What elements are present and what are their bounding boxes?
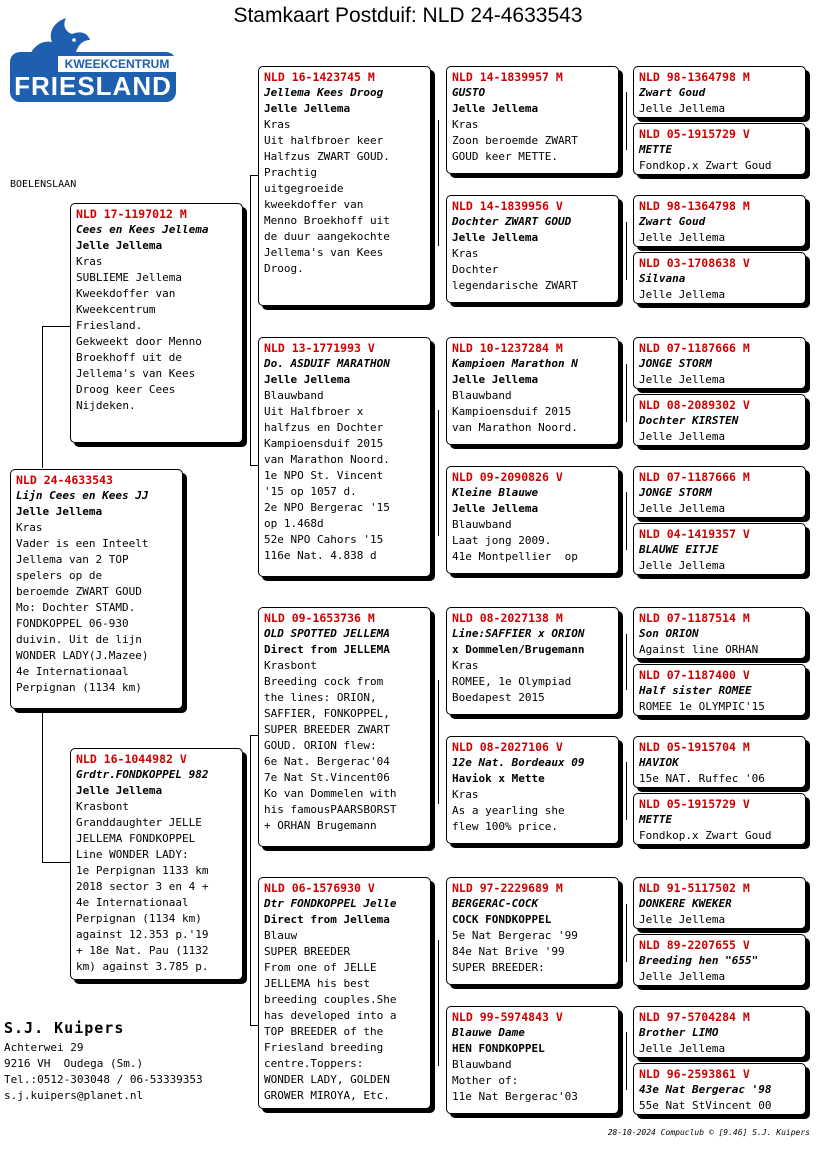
info-line: Perpignan (1134 km) bbox=[16, 681, 142, 694]
info-line: Jelle Jellema bbox=[639, 373, 726, 386]
pigeon-card-g14[interactable] bbox=[633, 934, 806, 986]
info-line: JELLEMA his best bbox=[264, 977, 370, 990]
info-line: 5e Nat Bergerac '99 bbox=[452, 929, 578, 942]
info-line: Kras bbox=[452, 788, 479, 801]
info-line: Kweekdoffer van bbox=[76, 287, 176, 300]
info-line: Jellema van 2 TOP bbox=[16, 553, 129, 566]
pigeon-name: Son ORION bbox=[639, 627, 699, 640]
pigeon-card-g11[interactable] bbox=[633, 736, 806, 788]
info-line: 2018 sector 3 en 4 + bbox=[76, 880, 209, 893]
info-line: halfzus en Dochter bbox=[264, 421, 384, 434]
info-line: centre.Toppers: bbox=[264, 1057, 364, 1070]
info-line: SUPER BREEDER: bbox=[452, 961, 545, 974]
info-line: Blauwband bbox=[452, 1058, 512, 1071]
owner-email[interactable]: s.j.kuipers@planet.nl bbox=[4, 1089, 144, 1102]
info-line: 4e Internationaal bbox=[76, 896, 189, 909]
pigeon-card-g1[interactable] bbox=[633, 66, 806, 118]
info-line: Halfzus ZWART GOUD. bbox=[264, 150, 390, 163]
breeder: x Dommelen/Brugemann bbox=[452, 643, 585, 656]
pigeon-card-ffm[interactable] bbox=[446, 195, 619, 303]
breeder: Jelle Jellema bbox=[264, 373, 351, 386]
pigeon-card-fm[interactable] bbox=[258, 337, 431, 577]
info-line: spelers op de bbox=[16, 569, 103, 582]
info-line: van Marathon Noord. bbox=[452, 421, 578, 434]
info-line: As a yearling she bbox=[452, 804, 565, 817]
pigeon-name: Jellema Kees Droog bbox=[264, 86, 384, 99]
breeder: Jelle Jellema bbox=[452, 502, 539, 515]
ring-number: NLD 96-2593861 V bbox=[639, 1067, 750, 1081]
ring-number: NLD 17-1197012 M bbox=[76, 207, 187, 221]
breeder: COCK FONDKOPPEL bbox=[452, 913, 552, 926]
breeder: Jelle Jellema bbox=[76, 784, 163, 797]
info-line: Jelle Jellema bbox=[639, 970, 726, 983]
connector-line bbox=[42, 326, 70, 327]
info-line: Zoon beroemde ZWART bbox=[452, 134, 578, 147]
ring-number: NLD 08-2027106 V bbox=[452, 740, 563, 754]
info-line: Blauw bbox=[264, 929, 298, 942]
connector-line bbox=[250, 1025, 258, 1026]
info-line: 55e Nat StVincent 00 bbox=[639, 1099, 772, 1112]
info-line: Fondkop.x Zwart Goud bbox=[639, 159, 772, 172]
info-line: Jelle Jellema bbox=[639, 102, 726, 115]
info-line: Granddaughter JELLE bbox=[76, 816, 202, 829]
connector-line bbox=[626, 634, 627, 690]
info-line: has developed into a bbox=[264, 1009, 397, 1022]
info-line: breeding couples.She bbox=[264, 993, 397, 1006]
info-line: Jelle Jellema bbox=[639, 231, 726, 244]
info-line: Jelle Jellema bbox=[639, 559, 726, 572]
info-line: Friesland breeding bbox=[264, 1041, 384, 1054]
info-line: WONDER LADY(J.Mazee) bbox=[16, 649, 149, 662]
info-line: legendarische ZWART bbox=[452, 279, 578, 292]
pigeon-card-mfm[interactable] bbox=[446, 736, 619, 844]
pigeon-card-g5[interactable] bbox=[633, 337, 806, 389]
breeder: Jelle Jellema bbox=[452, 102, 539, 115]
info-line: 41e Montpellier op bbox=[452, 550, 578, 563]
ring-number: NLD 98-1364798 M bbox=[639, 199, 750, 213]
info-line: km) against 3.785 p. bbox=[76, 960, 209, 973]
pigeon-name: Zwart Goud bbox=[639, 215, 706, 228]
info-line: 7e Nat St.Vincent06 bbox=[264, 771, 390, 784]
breeder: HEN FONDKOPPEL bbox=[452, 1042, 545, 1055]
info-line: Mother of: bbox=[452, 1074, 519, 1087]
ring-number: NLD 97-2229689 M bbox=[452, 881, 563, 895]
pigeon-name: Line:SAFFIER x ORION bbox=[452, 627, 585, 640]
pigeon-name: Breeding hen "655" bbox=[639, 954, 759, 967]
info-line: Breeding cock from bbox=[264, 675, 384, 688]
breeder: Direct from Jellema bbox=[264, 913, 390, 926]
pigeon-name: HAVIOK bbox=[639, 756, 679, 769]
pigeon-card-g2[interactable] bbox=[633, 123, 806, 175]
ring-number: NLD 04-1419357 V bbox=[639, 527, 750, 541]
logo-text-friesland: FRIESLAND bbox=[14, 71, 172, 101]
info-line: Ko van Dommelen with bbox=[264, 787, 397, 800]
info-line: Laat jong 2009. bbox=[452, 534, 552, 547]
info-line: Gekweekt door Menno bbox=[76, 335, 202, 348]
connector-line bbox=[438, 120, 439, 246]
info-line: Mo: Dochter STAMD. bbox=[16, 601, 136, 614]
info-line: Vader is een Inteelt bbox=[16, 537, 149, 550]
pigeon-name: Do. ASDUIF MARATHON bbox=[264, 357, 390, 370]
info-line: Jellema's van Kees bbox=[76, 367, 196, 380]
info-line: uitgegroeide bbox=[264, 182, 344, 195]
info-line: 6e Nat. Bergerac'04 bbox=[264, 755, 390, 768]
owner-name: S.J. Kuipers bbox=[4, 1019, 125, 1037]
ring-number: NLD 08-2027138 M bbox=[452, 611, 563, 625]
pigeon-name: OLD SPOTTED JELLEMA bbox=[264, 627, 390, 640]
pigeon-name: Brother LIMO bbox=[639, 1026, 719, 1039]
info-line: against 12.353 p.'19 bbox=[76, 928, 209, 941]
info-line: Droog. bbox=[264, 262, 304, 275]
left-label: BOELENSLAAN bbox=[10, 179, 77, 190]
info-line: Kras bbox=[452, 659, 479, 672]
info-line: + ORHAN Brugemann bbox=[264, 819, 377, 832]
page-title: Stamkaart Postduif: NLD 24-4633543 bbox=[233, 4, 583, 27]
footer-credit: 28-10-2024 Compuclub © [9.46] S.J. Kuipers bbox=[607, 1128, 810, 1137]
ring-number: NLD 07-1187666 M bbox=[639, 341, 750, 355]
info-line: Jelle Jellema bbox=[639, 913, 726, 926]
connector-line bbox=[626, 364, 627, 422]
info-line: JELLEMA FONDKOPPEL bbox=[76, 832, 196, 845]
info-line: Boedapest 2015 bbox=[452, 691, 545, 704]
ring-number: NLD 99-5974843 V bbox=[452, 1010, 563, 1024]
info-line: the lines: ORION, bbox=[264, 691, 377, 704]
ring-number: NLD 14-1839957 M bbox=[452, 70, 563, 84]
info-line: Kampioensduif 2015 bbox=[264, 437, 384, 450]
owner-info bbox=[4, 1016, 244, 1104]
info-line: Dochter bbox=[452, 263, 499, 276]
info-line: Kras bbox=[16, 521, 43, 534]
info-line: Uit Halfbroer x bbox=[264, 405, 364, 418]
ring-number: NLD 05-1915729 V bbox=[639, 797, 750, 811]
pigeon-name: METTE bbox=[639, 813, 673, 826]
connector-line bbox=[250, 465, 258, 466]
breeder: Jelle Jellema bbox=[16, 505, 103, 518]
ring-number: NLD 07-1187666 M bbox=[639, 470, 750, 484]
ring-number: NLD 16-1044982 V bbox=[76, 752, 187, 766]
pigeon-name: BERGERAC-COCK bbox=[452, 897, 539, 910]
connector-line bbox=[626, 492, 627, 550]
info-line: Line WONDER LADY: bbox=[76, 848, 189, 861]
pigeon-card-mother[interactable] bbox=[70, 748, 243, 980]
pigeon-card-g12[interactable] bbox=[633, 793, 806, 845]
pigeon-card-mf[interactable] bbox=[258, 607, 431, 847]
pigeon-card-mff[interactable] bbox=[446, 607, 619, 715]
info-line: GOUD keer METTE. bbox=[452, 150, 558, 163]
pigeon-card-g3[interactable] bbox=[633, 195, 806, 247]
pigeon-name: DONKERE KWEKER bbox=[639, 897, 732, 910]
info-line: Blauwband bbox=[264, 389, 324, 402]
connector-line bbox=[42, 862, 70, 863]
pigeon-card-mmm[interactable] bbox=[446, 1006, 619, 1114]
pigeon-name: GUSTO bbox=[452, 86, 486, 99]
info-line: Krasbont bbox=[76, 800, 129, 813]
ring-number: NLD 09-2090826 V bbox=[452, 470, 563, 484]
pigeon-name: 12e Nat. Bordeaux 09 bbox=[452, 756, 585, 769]
info-line: his famousPAARSBORST bbox=[264, 803, 397, 816]
connector-line bbox=[250, 735, 251, 1025]
ring-number: NLD 08-2089302 V bbox=[639, 398, 750, 412]
pigeon-card-fmm[interactable] bbox=[446, 466, 619, 574]
connector-line bbox=[42, 326, 43, 468]
breeder: Jelle Jellema bbox=[76, 239, 163, 252]
info-line: Uit halfbroer keer bbox=[264, 134, 384, 147]
info-line: Jelle Jellema bbox=[639, 1042, 726, 1055]
connector-line bbox=[438, 410, 439, 536]
info-line: + 18e Nat. Pau (1132 bbox=[76, 944, 209, 957]
pigeon-card-subject[interactable] bbox=[10, 469, 183, 709]
pigeon-card-father[interactable] bbox=[70, 203, 243, 443]
connector-line bbox=[438, 940, 439, 1066]
breeder: Direct from JELLEMA bbox=[264, 643, 390, 656]
connector-line bbox=[250, 175, 258, 176]
info-line: Jelle Jellema bbox=[639, 288, 726, 301]
info-line: SAFFIER, FONKOPPEL, bbox=[264, 707, 390, 720]
info-line: GROWER MIROYA, Etc. bbox=[264, 1089, 390, 1102]
pigeon-name: METTE bbox=[639, 143, 673, 156]
info-line: TOP BREEDER of the bbox=[264, 1025, 384, 1038]
pigeon-name: Dtr FONDKOPPEL Jelle bbox=[264, 897, 397, 910]
info-line: Kras bbox=[452, 247, 479, 260]
info-line: WONDER LADY, GOLDEN bbox=[264, 1073, 390, 1086]
info-line: op 1.468d bbox=[264, 517, 324, 530]
pigeon-card-fff[interactable] bbox=[446, 66, 619, 174]
info-line: SUPER BREEDER bbox=[264, 945, 351, 958]
info-line: Against line ORHAN bbox=[639, 643, 759, 656]
info-line: Kras bbox=[264, 118, 291, 131]
info-line: Jellema's van Kees bbox=[264, 246, 384, 259]
pigeon-name: Lijn Cees en Kees JJ bbox=[16, 489, 149, 502]
pigeon-name: Kleine Blauwe bbox=[452, 486, 539, 499]
pigeon-name: Cees en Kees Jellema bbox=[76, 223, 209, 236]
owner-address-city: 9216 VH Oudega (Sm.) bbox=[4, 1057, 144, 1070]
info-line: 15e NAT. Ruffec '06 bbox=[639, 772, 765, 785]
breeder: Jelle Jellema bbox=[452, 373, 539, 386]
info-line: Krasbont bbox=[264, 659, 317, 672]
pigeon-card-g4[interactable] bbox=[633, 252, 806, 304]
pigeon-card-ff[interactable] bbox=[258, 66, 431, 306]
owner-phone: Tel.:0512-303048 / 06-53339353 bbox=[4, 1073, 203, 1086]
info-line: Menno Broekhoff uit bbox=[264, 214, 390, 227]
info-line: Kweekcentrum bbox=[76, 303, 156, 316]
pigeon-name: 43e Nat Bergerac '98 bbox=[639, 1083, 772, 1096]
ring-number: NLD 13-1771993 V bbox=[264, 341, 375, 355]
info-line: SUPER BREEDER ZWART bbox=[264, 723, 390, 736]
connector-line bbox=[42, 712, 43, 862]
info-line: Kras bbox=[76, 255, 103, 268]
pigeon-name: Zwart Goud bbox=[639, 86, 706, 99]
connector-line bbox=[626, 1032, 627, 1090]
pigeon-card-g8[interactable] bbox=[633, 523, 806, 575]
pigeon-name: Grdtr.FONDKOPPEL 982 bbox=[76, 768, 209, 781]
info-line: ROMEE 1e OLYMPIC'15 bbox=[639, 700, 765, 713]
pigeon-name: Blauwe Dame bbox=[452, 1026, 525, 1039]
info-line: SUBLIEME Jellema bbox=[76, 271, 182, 284]
breeder: Haviok x Mette bbox=[452, 772, 545, 785]
ring-number: NLD 05-1915729 V bbox=[639, 127, 750, 141]
info-line: 1e NPO St. Vincent bbox=[264, 469, 384, 482]
info-line: van Marathon Noord. bbox=[264, 453, 390, 466]
pigeon-name: Dochter KIRSTEN bbox=[639, 414, 739, 427]
ring-number: NLD 89-2207655 V bbox=[639, 938, 750, 952]
pigeon-card-g15[interactable] bbox=[633, 1006, 806, 1058]
connector-line bbox=[626, 762, 627, 820]
owner-address-street: Achterwei 29 bbox=[4, 1041, 84, 1054]
info-line: 84e Nat Brive '99 bbox=[452, 945, 565, 958]
info-line: duivin. Uit de lijn bbox=[16, 633, 142, 646]
connector-line bbox=[250, 175, 251, 465]
pigeon-card-g16[interactable] bbox=[633, 1063, 806, 1115]
pigeon-card-g6[interactable] bbox=[633, 394, 806, 446]
connector-line bbox=[626, 92, 627, 150]
breeder: Jelle Jellema bbox=[264, 102, 351, 115]
info-line: 4e Internationaal bbox=[16, 665, 129, 678]
ring-number: NLD 97-5704284 M bbox=[639, 1010, 750, 1024]
pigeon-name: BLAUWE EITJE bbox=[639, 543, 719, 556]
ring-number: NLD 03-1708638 V bbox=[639, 256, 750, 270]
pigeon-card-g7[interactable] bbox=[633, 466, 806, 518]
pigeon-card-g13[interactable] bbox=[633, 877, 806, 929]
info-line: flew 100% price. bbox=[452, 820, 558, 833]
info-line: GOUD. ORION flew: bbox=[264, 739, 377, 752]
ring-number: NLD 06-1576930 V bbox=[264, 881, 375, 895]
info-line: Kras bbox=[452, 118, 479, 131]
pigeon-card-g9[interactable] bbox=[633, 607, 806, 659]
info-line: 116e Nat. 4.838 d bbox=[264, 549, 377, 562]
info-line: Blauwband bbox=[452, 518, 512, 531]
info-line: From one of JELLE bbox=[264, 961, 377, 974]
info-line: 11e Nat Bergerac'03 bbox=[452, 1090, 578, 1103]
info-line: Perpignan (1134 km) bbox=[76, 912, 202, 925]
info-line: Jelle Jellema bbox=[639, 430, 726, 443]
connector-line bbox=[438, 680, 439, 804]
ring-number: NLD 98-1364798 M bbox=[639, 70, 750, 84]
ring-number: NLD 07-1187400 V bbox=[639, 668, 750, 682]
info-line: kweekdoffer van bbox=[264, 198, 364, 211]
connector-line bbox=[250, 735, 258, 736]
info-line: Friesland. bbox=[76, 319, 143, 332]
ring-number: NLD 14-1839956 V bbox=[452, 199, 563, 213]
pigeon-name: JONGE STORM bbox=[639, 357, 712, 370]
pigeon-name: Silvana bbox=[639, 272, 686, 285]
ring-number: NLD 16-1423745 M bbox=[264, 70, 375, 84]
breeder: Jelle Jellema bbox=[452, 231, 539, 244]
info-line: Fondkop.x Zwart Goud bbox=[639, 829, 772, 842]
pigeon-card-fmf[interactable] bbox=[446, 337, 619, 445]
info-line: Blauwband bbox=[452, 389, 512, 402]
info-line: Droog keer Cees bbox=[76, 383, 176, 396]
info-line: Prachtig bbox=[264, 166, 317, 179]
pigeon-card-mm[interactable] bbox=[258, 877, 431, 1109]
info-line: 52e NPO Cahors '15 bbox=[264, 533, 384, 546]
pigeon-name: Kampioen Marathon N bbox=[452, 357, 578, 370]
ring-number: NLD 07-1187514 M bbox=[639, 611, 750, 625]
pigeon-name: JONGE STORM bbox=[639, 486, 712, 499]
info-line: de duur aangekochte bbox=[264, 230, 390, 243]
info-line: 1e Perpignan 1133 km bbox=[76, 864, 209, 877]
pigeon-name: Dochter ZWART GOUD bbox=[452, 215, 572, 228]
logo-text-kweekcentrum: KWEEKCENTRUM bbox=[58, 56, 176, 72]
ring-number: NLD 10-1237284 M bbox=[452, 341, 563, 355]
info-line: Nijdeken. bbox=[76, 399, 136, 412]
info-line: beroemde ZWART GOUD bbox=[16, 585, 142, 598]
connector-line bbox=[626, 904, 627, 962]
kweekcentrum-friesland-logo bbox=[10, 16, 176, 102]
info-line: ROMEE, 1e Olympiad bbox=[452, 675, 572, 688]
pigeon-card-mmf[interactable] bbox=[446, 877, 619, 985]
ring-number: NLD 05-1915704 M bbox=[639, 740, 750, 754]
ring-number: NLD 09-1653736 M bbox=[264, 611, 375, 625]
info-line: Kampioensduif 2015 bbox=[452, 405, 572, 418]
info-line: FONDKOPPEL 06-930 bbox=[16, 617, 129, 630]
ring-number: NLD 24-4633543 bbox=[16, 473, 113, 487]
pigeon-name: Half sister ROMEE bbox=[639, 684, 752, 697]
connector-line bbox=[626, 222, 627, 280]
ring-number: NLD 91-5117502 M bbox=[639, 881, 750, 895]
info-line: '15 op 1057 d. bbox=[264, 485, 357, 498]
info-line: Broekhoff uit de bbox=[76, 351, 182, 364]
pigeon-card-g10[interactable] bbox=[633, 664, 806, 716]
info-line: Jelle Jellema bbox=[639, 502, 726, 515]
info-line: 2e NPO Bergerac '15 bbox=[264, 501, 390, 514]
